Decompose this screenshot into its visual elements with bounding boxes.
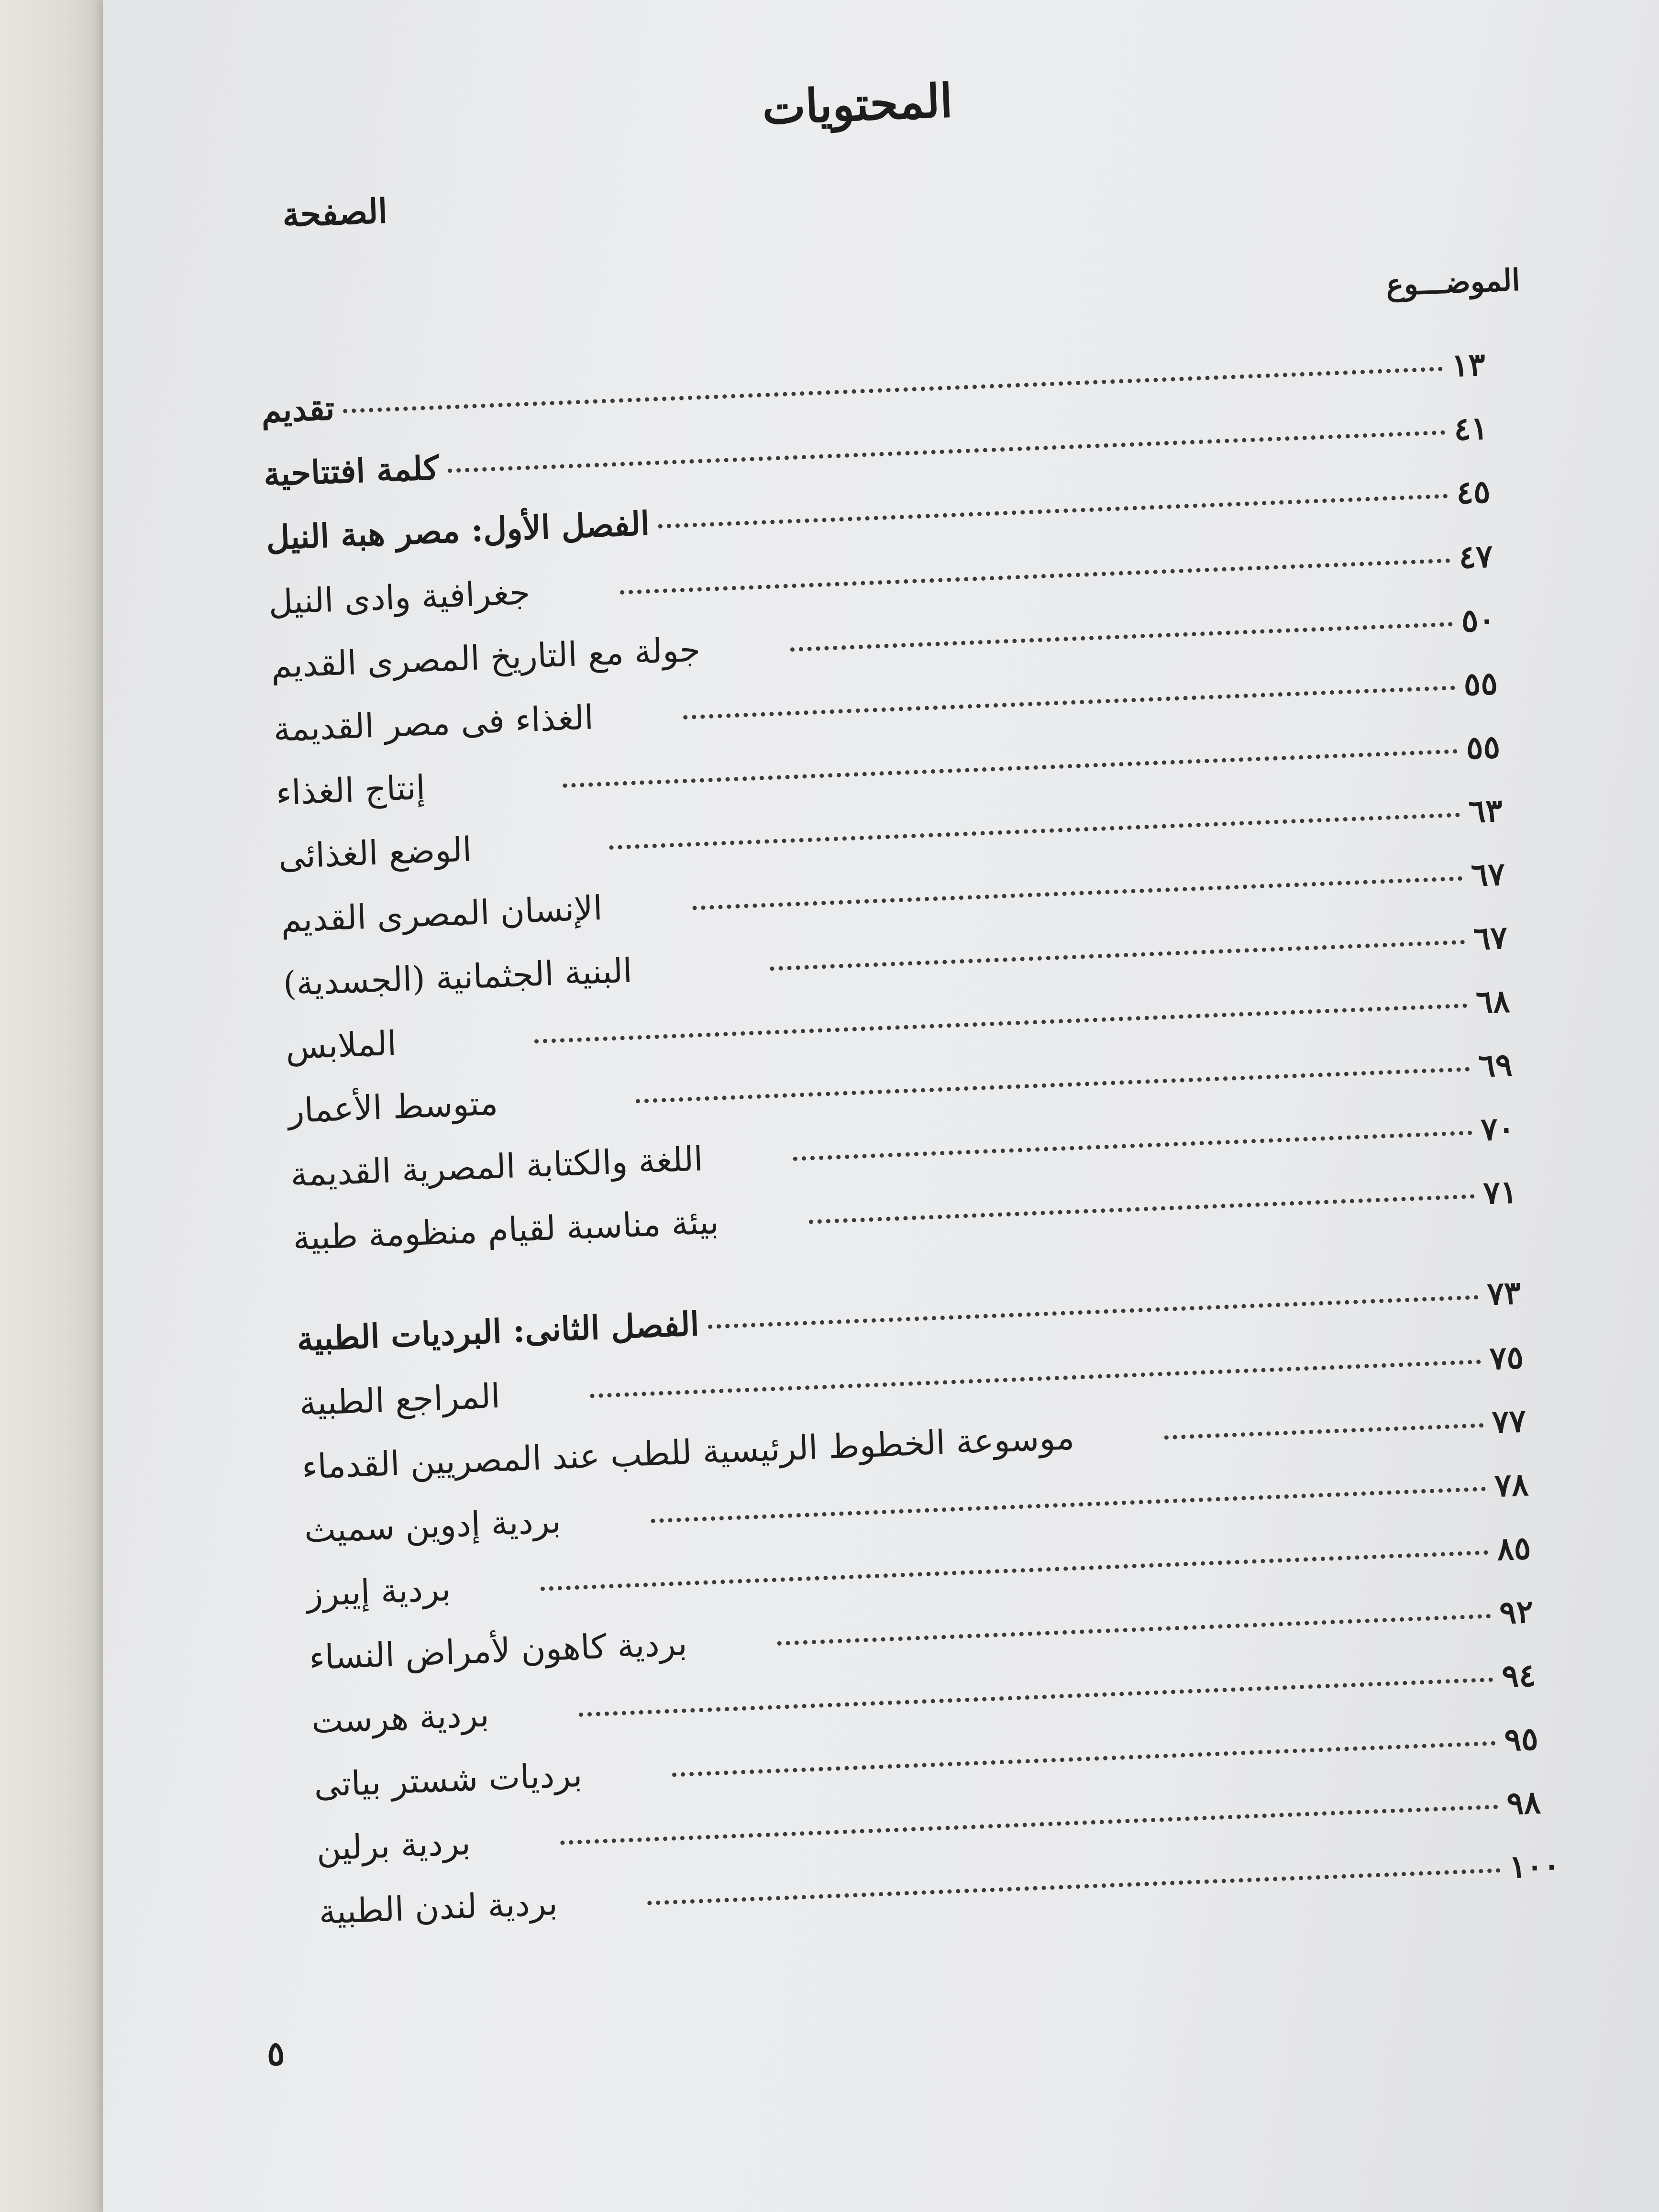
toc-entry-page: ٧٥ [1489, 1338, 1525, 1377]
toc-entry-page: ٩٨ [1506, 1783, 1542, 1822]
toc-entry-page: ٩٢ [1498, 1593, 1534, 1631]
toc-entry-page: ٦٨ [1475, 982, 1511, 1021]
dot-leader [708, 1295, 1479, 1329]
toc-entry-title: إنتاج الغذاء [275, 767, 426, 813]
toc-entry-page: ٩٥ [1504, 1720, 1539, 1759]
toc-entry-title: جولة مع التاريخ المصرى القديم [270, 630, 701, 686]
toc-entry-page: ١٣ [1450, 345, 1486, 384]
toc-entry-page: ٧٠ [1480, 1109, 1515, 1148]
dot-leader [658, 494, 1448, 528]
book-page [103, 0, 1659, 2212]
toc-entry-title: بردية إيبرز [306, 1569, 452, 1614]
toc-entry-page: ٨٥ [1496, 1529, 1532, 1568]
toc-entry-page: ٧١ [1482, 1172, 1518, 1212]
toc-entry-page: ٦٧ [1472, 918, 1508, 958]
book-spine-edge [0, 0, 115, 2212]
toc-entry-title: بردية كاهون لأمراض النساء [308, 1624, 688, 1678]
toc-entry-page: ٧٧ [1491, 1402, 1527, 1441]
toc-entry-title: المراجع الطبية [299, 1376, 501, 1423]
toc-entry-title: الإنسان المصرى القديم [280, 888, 603, 940]
toc-entry-title: موسوعة الخطوط الرئيسية للطب عند المصريين القدماء [301, 1417, 1075, 1487]
dot-leader [777, 1614, 1491, 1646]
toc-entry-page: ٩٤ [1501, 1656, 1537, 1695]
toc-entry-title: بيئة مناسبة لقيام منظومة طبية [292, 1202, 720, 1258]
toc-entry-page: ٥٥ [1465, 728, 1501, 767]
toc-entry-title: الملابس [285, 1023, 398, 1067]
page-title: المحتويات [761, 73, 954, 135]
toc-entry-page: ٦٧ [1470, 855, 1506, 894]
toc-entry-title: جغرافية وادى النيل [267, 573, 531, 622]
toc-entry-title: بردية هرست [310, 1695, 490, 1741]
toc-entry-page: ١٠٠ [1508, 1846, 1561, 1886]
toc-entry-title: كلمة افتتاحية [263, 449, 440, 494]
toc-entry-title: البنية الجثمانية (الجسدية) [282, 951, 633, 1004]
toc-entry-title: اللغة والكتابة المصرية القديمة [289, 1139, 704, 1194]
toc-entry-page: ٥٠ [1460, 600, 1496, 640]
toc-entry-page: ٤١ [1453, 409, 1489, 448]
toc-entry-page: ٦٩ [1477, 1046, 1513, 1084]
dot-leader [684, 686, 1456, 719]
toc-entry-page: ٧٣ [1486, 1273, 1522, 1313]
dot-leader [790, 622, 1453, 652]
toc-entry-page: ٤٧ [1458, 537, 1493, 576]
toc-entry-title: بردية برلين [315, 1823, 472, 1869]
dot-leader [793, 1130, 1472, 1161]
toc-entry-title: الغذاء فى مصر القديمة [273, 697, 595, 749]
toc-entry-title: الوضع الغذائى [277, 830, 473, 876]
dot-leader [1164, 1423, 1484, 1440]
toc-entry-title: الفصل الأول: مصر هبة النيل [265, 504, 651, 558]
toc-entry-title: برديات شستر بياتى [313, 1755, 583, 1805]
dot-leader [672, 1741, 1496, 1777]
dot-leader [343, 367, 1443, 413]
dot-leader [770, 940, 1465, 971]
dot-leader [809, 1194, 1475, 1224]
topic-column-label: الموضـــوع [1385, 262, 1521, 303]
toc-content [141, 0, 1650, 2212]
toc-entry-page: ٧٨ [1493, 1465, 1529, 1504]
page-number: ٥ [266, 2033, 286, 2074]
toc-entry-title: بردية إدوين سميث [303, 1501, 562, 1550]
toc-entry-page: ٦٣ [1468, 791, 1504, 830]
page-column-label: الصفحة [281, 191, 388, 235]
toc-entry-title: بردية لندن الطبية [318, 1883, 559, 1932]
toc-entry-title: الفصل الثانى: البرديات الطبية [296, 1305, 700, 1359]
dot-leader [692, 876, 1462, 910]
toc-entry-page: ٤٥ [1455, 473, 1491, 511]
toc-entry-title: متوسط الأعمار [287, 1083, 499, 1131]
table-of-contents [260, 343, 1582, 1956]
toc-entry-page: ٥٥ [1463, 664, 1499, 703]
toc-entry-title: تقديم [260, 389, 335, 431]
